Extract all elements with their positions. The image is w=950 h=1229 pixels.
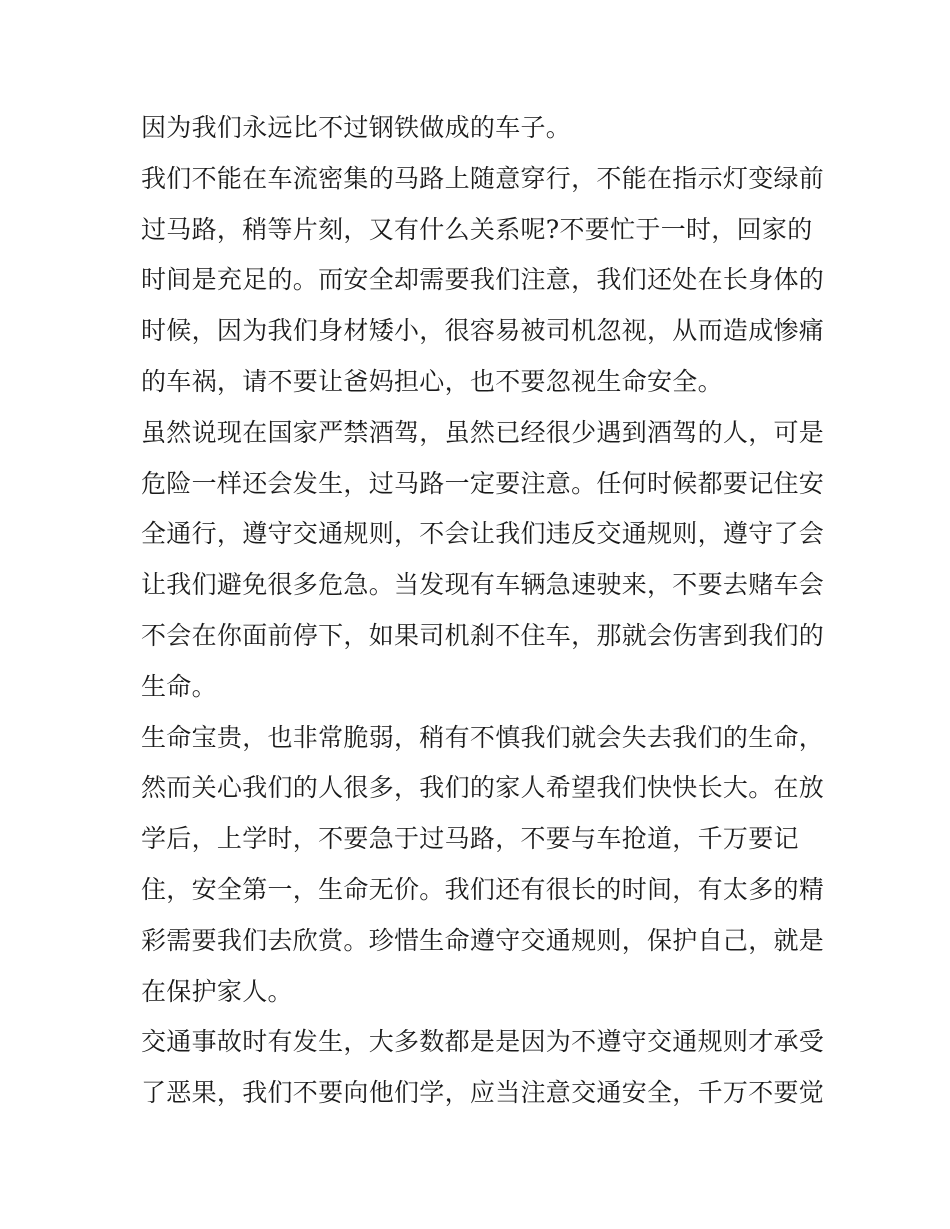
text-line-8: 危险一样还会发生，过马路一定要注意。任何时候都要记住安: [141, 468, 825, 498]
text-line-6: 的车祸，请不要让爸妈担心，也不要忽视生命安全。: [141, 366, 723, 396]
text-line-10: 让我们避免很多危急。当发现有车辆急速驶来，不要去赌车会: [141, 570, 825, 600]
text-line-16: 住，安全第一，生命无价。我们还有很长的时间，有太多的精: [141, 874, 825, 904]
text-line-5: 时候，因为我们身材矮小，很容易被司机忽视，从而造成惨痛: [141, 316, 825, 346]
text-line-12: 生命。: [141, 671, 217, 701]
text-line-20: 了恶果，我们不要向他们学，应当注意交通安全，千万不要觉: [141, 1078, 825, 1108]
text-line-9: 全通行，遵守交通规则，不会让我们违反交通规则，遵守了会: [141, 519, 825, 549]
text-line-13: 生命宝贵，也非常脆弱，稍有不慎我们就会失去我们的生命，: [141, 722, 825, 752]
text-line-1: 因为我们永远比不过钢铁做成的车子。: [141, 113, 572, 142]
text-line-4: 时间是充足的。而安全却需要我们注意，我们还处在长身体的: [141, 265, 825, 295]
text-line-15: 学后，上学时，不要急于过马路，不要与车抢道，千万要记: [141, 824, 799, 854]
text-line-7: 虽然说现在国家严禁酒驾，虽然已经很少遇到酒驾的人，可是: [141, 417, 825, 447]
text-line-18: 在保护家人。: [141, 976, 293, 1006]
text-line-19: 交通事故时有发生，大多数都是是因为不遵守交通规则才承受: [141, 1027, 825, 1057]
text-line-11: 不会在你面前停下，如果司机刹不住车，那就会伤害到我们的: [141, 620, 825, 650]
body-text: [141, 103, 825, 1119]
text-line-3: 过马路，稍等片刻，又有什么关系呢?不要忙于一时，回家的: [141, 214, 813, 244]
text-line-2: 我们不能在车流密集的马路上随意穿行，不能在指示灯变绿前: [141, 163, 825, 193]
text-line-14: 然而关心我们的人很多，我们的家人希望我们快快长大。在放: [141, 773, 825, 803]
text-line-17: 彩需要我们去欣赏。珍惜生命遵守交通规则，保护自己，就是: [141, 925, 825, 955]
